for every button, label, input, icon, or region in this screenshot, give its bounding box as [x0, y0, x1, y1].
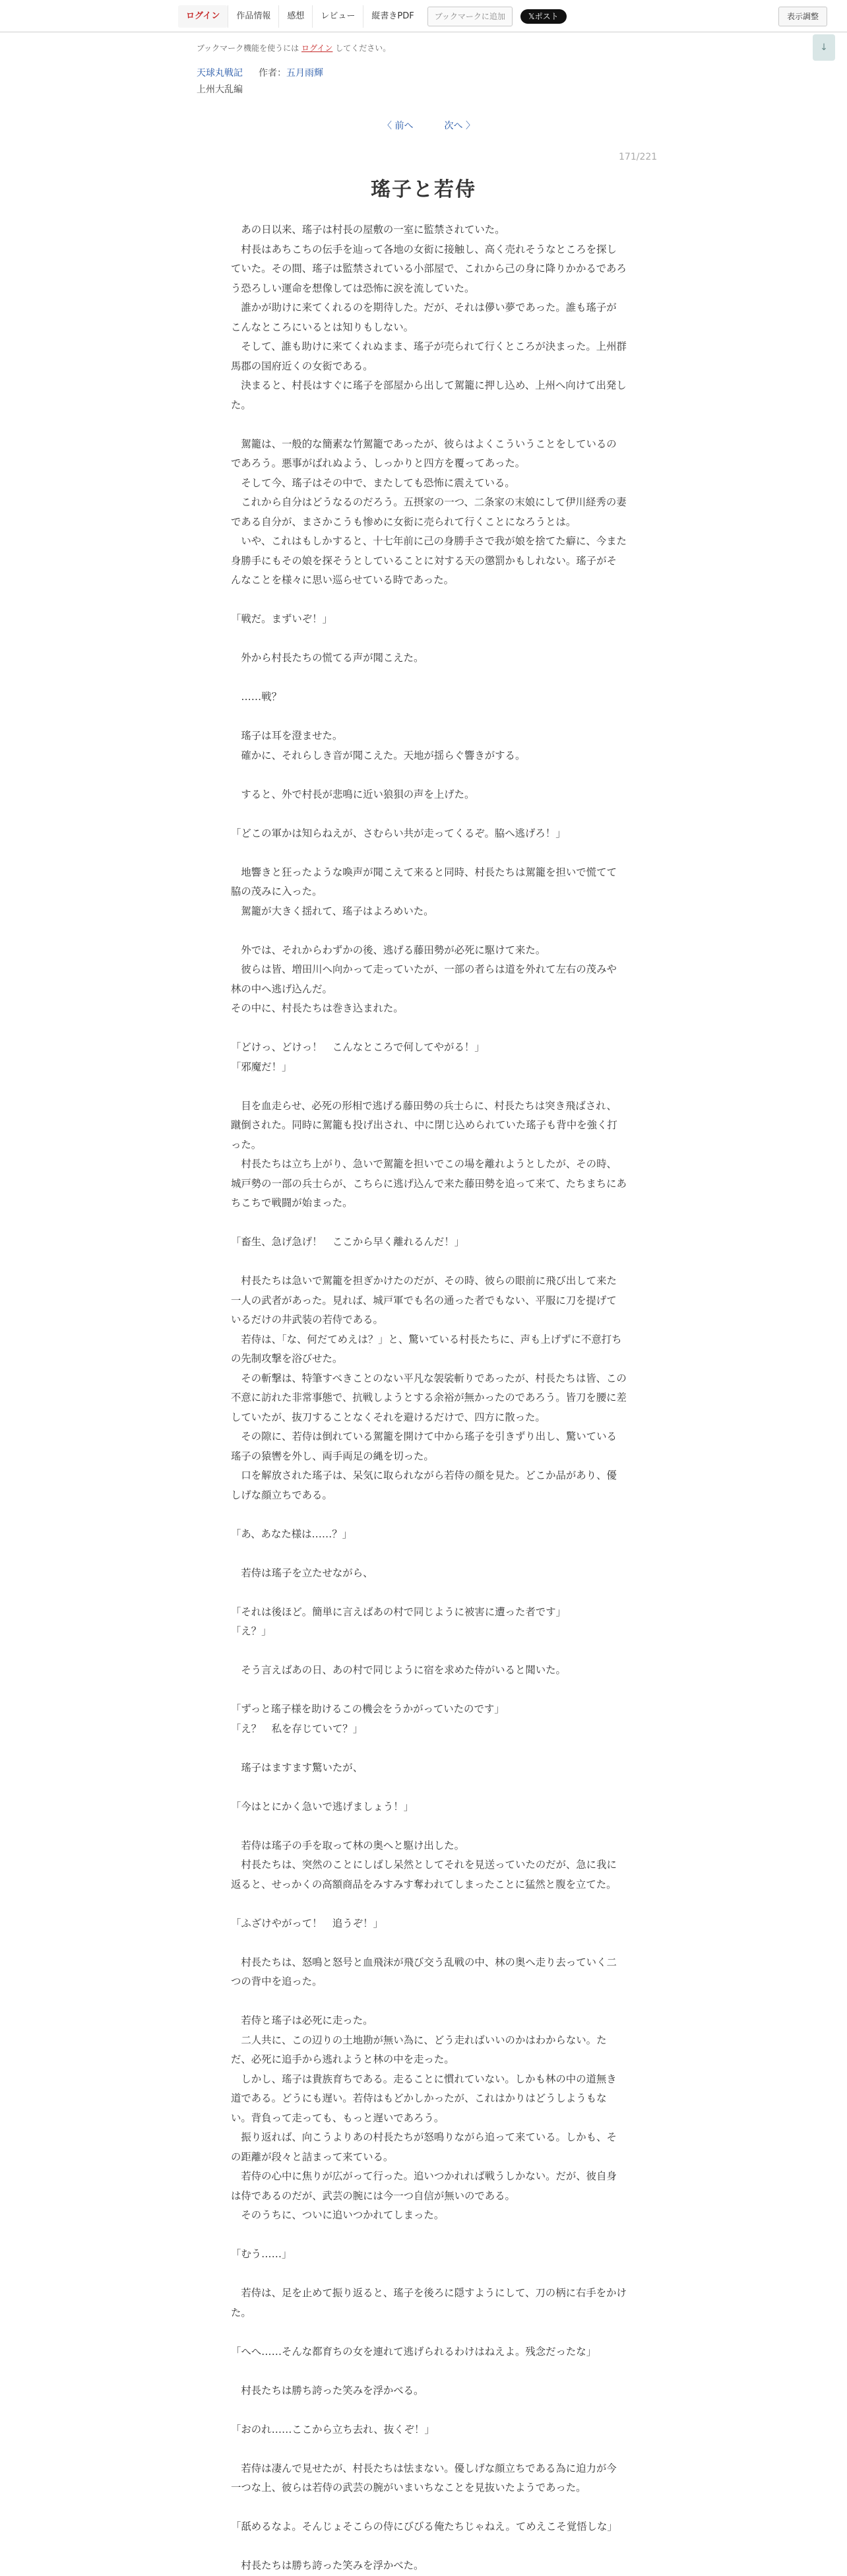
novel-paragraph [231, 1252, 627, 1272]
novel-paragraph: いや、これはもしかすると、十七年前に己の身勝手さで我が娘を捨てた癖に、今また身勝手にもその娘を探そうとしていることに対する天の懲罰かもしれない。瑤子がそんなことを様々に思い巡らせている時であった。 [231, 535, 627, 586]
novel-paragraph: 駕籠は、一般的な簡素な竹駕籠であったが、彼らはよくこういうことをしているのであろう。悪事がばれぬよう、しっかりと四方を覆ってあった。 [231, 437, 617, 469]
novel-paragraph [231, 921, 627, 941]
novel-paragraph: ……戦？ [231, 691, 282, 703]
novel-paragraph: 「それは後ほど。簡単に言えばあの村で同じように被害に遭った者です」 [231, 1605, 566, 1618]
novel-paragraph: 村長たちは急いで駕籠を担ぎかけたのだが、その時、彼らの眼前に飛び出して来た一人の武者があった。見れば、城戸軍でも名の通った者でもない、平服に刀を提げているだけの井武装の若侍である。 [231, 1275, 617, 1326]
novel-paragraph: 「邪魔だ！」 [231, 1060, 292, 1073]
novel-paragraph [231, 2226, 627, 2245]
novel-paragraph: 「あ、あなた様は……？」 [231, 1528, 353, 1540]
next-episode-link[interactable]: 次へ 〉 [444, 121, 475, 131]
novel-paragraph: 外から村長たちの慌てる声が聞こえた。 [231, 652, 424, 664]
novel-paragraph: あの日以来、瑤子は村長の屋敷の一室に監禁されていた。 [231, 224, 505, 236]
novel-paragraph [231, 1817, 627, 1836]
novel-paragraph: 決まると、村長はすぐに瑤子を部屋から出して駕籠に押し込め、上州へ向けて出発した。 [231, 379, 627, 411]
top-nav [178, 5, 567, 28]
novel-paragraph [231, 1505, 627, 1525]
novel-paragraph: 外では、それからわずかの後、逃げる藤田勢が必死に駆けて来た。 [231, 944, 546, 956]
novel-paragraph: そして今、瑤子はその中で、またしても恐怖に震えている。 [231, 476, 515, 489]
bookmark-button[interactable]: ブックマークに追加 [427, 7, 513, 26]
novel-paragraph [231, 1642, 627, 1661]
novel-paragraph: 村長たちは勝ち誇った笑みを浮かべる。 [231, 2384, 424, 2397]
chapter-group-title: 上州大乱編 [197, 84, 243, 95]
novel-paragraph: 若侍は凄んで見せたが、村長たちは怯まない。優しげな顔立ちである為に迫力が今一つな上、彼らは若侍の武芸の腕がいまいちなことを見抜いたようであった。 [231, 2462, 617, 2494]
scroll-down-icon[interactable]: ↓ [813, 34, 835, 61]
novel-paragraph: そう言えばあの日、あの村で同じように宿を求めた侍がいると聞いた。 [231, 1664, 566, 1676]
novel-paragraph: そのうちに、ついに追いつかれてしまった。 [231, 2209, 445, 2221]
novel-paragraph: 若侍と瑤子は必死に走った。 [231, 2014, 373, 2026]
novel-paragraph: その中に、村長たちは巻き込まれた。 [231, 1002, 404, 1014]
login-link[interactable]: ログイン [178, 5, 228, 28]
novel-paragraph [231, 1681, 627, 1700]
novel-paragraph: そして、誰も助けに来てくれぬまま、瑤子が売られて行くところが決まった。上州群馬郡の国府近くの女衒である。 [231, 340, 627, 372]
login-notice-link[interactable]: ログイン [301, 44, 333, 53]
vertical-pdf-link[interactable]: 縦書きPDF [363, 5, 422, 28]
work-info-link[interactable]: 作品情報 [228, 5, 278, 28]
novel-paragraph [231, 629, 627, 649]
novel-paragraph: 「ふざけやがって！ 追うぞ！」 [231, 1917, 383, 1929]
novel-paragraph: 確かに、それらしき音が聞こえた。天地が揺らぐ響きがする。 [231, 749, 526, 761]
impressions-link[interactable]: 感想 [278, 5, 312, 28]
work-title-link[interactable]: 天球丸戦記 [197, 68, 243, 79]
novel-paragraph: 村長たちは、怒鳴と怒号と血飛沫が飛び交う乱戦の中、林の奥へ走り去っていく二つの背中を追った。 [231, 1956, 617, 1987]
review-link[interactable]: レビュー [312, 5, 363, 28]
novel-paragraph: 村長たちは、突然のことにしばし呆然としてそれを見送っていたのだが、急に我に返ると、せっかくの高額商品をみすみす奪われてしまったことに猛然と腹を立てた。 [231, 1859, 617, 1890]
novel-paragraph: 彼らは皆、増田川へ向かって走っていたが、一部の者らは道を外れて左右の茂みや林の中へ逃げ込んだ。 [231, 963, 617, 995]
novel-paragraph [231, 1213, 627, 1233]
novel-paragraph: 「むう……」 [231, 2248, 292, 2260]
novel-paragraph: 二人共に、この辺りの土地勘が無い為に、どう走ればいいのかはわからない。ただ、必死に追手から逃れようと林の中を走った。 [231, 2034, 607, 2065]
novel-paragraph: 「ずっと瑤子様を助けるこの機会をうかがっていたのです」 [231, 1703, 505, 1715]
novel-paragraph [231, 2537, 627, 2557]
novel-paragraph: 若侍の心中に焦りが広がって行った。追いつかれれば戦うしかない。だが、彼自身は侍であるのだが、武芸の腕には今一つ自信が無いのである。 [231, 2170, 617, 2202]
novel-paragraph: 口を解放された瑤子は、呆気に取られながら若侍の顔を見た。どこか品があり、優しげな顔立ちである。 [231, 1469, 617, 1501]
work-meta [197, 66, 323, 79]
novel-paragraph: 若侍は瑤子を立たせながら、 [231, 1566, 373, 1579]
display-settings-button[interactable]: 表示調整 [778, 7, 827, 26]
novel-paragraph: 誰かが助けに来てくれるのを期待した。だが、それは儚い夢であった。誰も瑤子がこんなところにいるとは知りもしない。 [231, 302, 617, 333]
author-link[interactable]: 五月雨輝 [286, 68, 323, 79]
novel-paragraph [231, 1992, 627, 2012]
novel-paragraph [231, 2400, 627, 2420]
novel-paragraph: しかし、瑤子は貴族育ちである。走ることに慣れていない。しかも林の中の道無き道である。どうにも遅い。若侍はもどかしかったが、これはかりはどうしようもない。背負って走っても、もっと遅いであろう。 [231, 2073, 617, 2124]
novel-paragraph [231, 1544, 627, 1564]
novel-paragraph: 「へへ……そんな都育ちの女を連れて逃げられるわけはねえよ。残念だったな」 [231, 2345, 597, 2358]
login-notice-suffix: してください。 [335, 44, 391, 53]
novel-paragraph [231, 2265, 627, 2284]
novel-paragraph [231, 2439, 627, 2459]
novel-paragraph: 「畜生、急げ急げ！ ここから早く離れるんだ！」 [231, 1236, 464, 1248]
novel-paragraph: 「今はとにかく急いで逃げましょう！」 [231, 1800, 414, 1813]
novel-paragraph [231, 2362, 627, 2381]
novel-paragraph [231, 1583, 627, 1603]
novel-paragraph: 若侍は、足を止めて振り返ると、瑤子を後ろに隠すようにして、刀の柄に右手をかけた。 [231, 2287, 627, 2319]
novel-paragraph: 「おのれ……ここから立ち去れ、抜くぞ！」 [231, 2423, 435, 2435]
novel-paragraph [231, 591, 627, 610]
novel-paragraph: 瑤子は耳を澄ませた。 [231, 730, 343, 742]
episode-counter: 171/221 [619, 152, 658, 162]
novel-paragraph: すると、外で村長が悲鳴に近い狼狽の声を上げた。 [231, 788, 475, 800]
novel-paragraph: その斬撃は、特筆すべきことのない平凡な袈裟斬りであったが、村長たちは皆、この不意に訪れた非常事態で、抗戦しようとする余裕が無かったのであろう。皆刀を腰に差していたが、抜刀することなくそれを避けるだけで、四方に散った。 [231, 1372, 627, 1423]
novel-paragraph: 「どけっ、どけっ！ こんなところで何してやがる！」 [231, 1041, 485, 1053]
novel-paragraph: 振り返れば、向こうよりあの村長たちが怒鳴りながら追って来ている。しかも、その距離が段々と詰まって来ている。 [231, 2131, 617, 2163]
pager [383, 119, 475, 132]
novel-paragraph: 村長はあちこちの伝手を辿って各地の女衒に接触し、高く売れそうなところを探していた。その間、瑤子は監禁されている小部屋で、これから己の身に降りかかるであろう恐ろしい運命を想像しては恐怖に涙を流していた。 [231, 243, 627, 294]
novel-paragraph: 駕籠が大きく揺れて、瑤子はよろめいた。 [231, 905, 434, 917]
novel-paragraph: 若侍は瑤子の手を取って林の奥へと駆け出した。 [231, 1839, 464, 1852]
top-bar [0, 0, 847, 32]
novel-paragraph: 目を血走らせ、必死の形相で逃げる藤田勢の兵士らに、村長たちは突き飛ばされ、蹴倒された。同時に駕籠も投げ出され、中に閉じ込められていた瑤子も背中を強く打った。 [231, 1099, 617, 1151]
prev-episode-link[interactable]: 〈 前へ [383, 121, 414, 131]
novel-paragraph: 「戦だ。まずいぞ！」 [231, 613, 332, 625]
novel-paragraph: 「舐めるなよ。そんじょそこらの侍にびびる俺たちじゃねえ。てめえこそ覚悟しな」 [231, 2521, 617, 2532]
novel-paragraph: これから自分はどうなるのだろう。五摂家の一つ、二条家の末娘にして伊川経秀の妻である自分が、まさかこうも惨めに女衒に売られて行くことになろうとは。 [231, 496, 627, 528]
novel-paragraph: 若侍は、「な、何だてめえは？」と、驚いている村長たちに、声も上げずに不意打ちの先制攻撃を浴びせた。 [231, 1333, 622, 1365]
novel-paragraph [231, 1933, 627, 1953]
novel-paragraph [231, 668, 627, 688]
novel-paragraph [231, 765, 627, 785]
login-notice [197, 42, 391, 53]
novel-paragraph [231, 2323, 627, 2342]
novel-paragraph [231, 1894, 627, 1914]
novel-paragraph: 村長たちは立ち上がり、急いで駕籠を担いでこの場を離れようとしたが、その時、城戸勢の一部の兵士らが、こちらに逃げ込んで来た藤田勢を追って来て、たちまちにあちこちで戦闘が始まった。 [231, 1158, 627, 1209]
novel-paragraph: 「どこの軍かは知らねえが、さむらい共が走ってくるぞ。脇へ逃げろ！」 [231, 827, 566, 839]
x-post-button[interactable]: 𝕏ポスト [520, 9, 567, 24]
novel-paragraph [231, 804, 627, 824]
novel-paragraph [231, 1778, 627, 1797]
novel-paragraph: 村長たちは勝ち誇った笑みを浮かべた。 [231, 2560, 424, 2571]
novel-paragraph [231, 843, 627, 863]
novel-paragraph [231, 1739, 627, 1758]
novel-paragraph [231, 1077, 627, 1097]
novel-paragraph: 「え？」 [231, 1625, 272, 1637]
novel-paragraph: 瑤子はますます驚いたが、 [231, 1761, 363, 1774]
novel-paragraph [231, 2498, 627, 2518]
novel-body [231, 220, 627, 2571]
episode-title: 瑤子と若侍 [371, 178, 476, 201]
novel-paragraph [231, 1019, 627, 1039]
novel-paragraph [231, 707, 627, 727]
novel-paragraph: 「え？ 私を存じていて？」 [231, 1722, 363, 1735]
login-notice-text: ブックマーク機能を使うには [197, 44, 299, 53]
novel-paragraph: 地響きと狂ったような喚声が聞こえて来ると同時、村長たちは駕籠を担いで慌てて脇の茂みに入った。 [231, 866, 617, 897]
author-label: 作者： [259, 68, 286, 79]
novel-paragraph: その隙に、若侍は倒れている駕籠を開けて中から瑤子を引きずり出し、驚いている瑤子の猿轡を外し、両手両足の縄を切った。 [231, 1431, 617, 1462]
novel-paragraph [231, 415, 627, 435]
